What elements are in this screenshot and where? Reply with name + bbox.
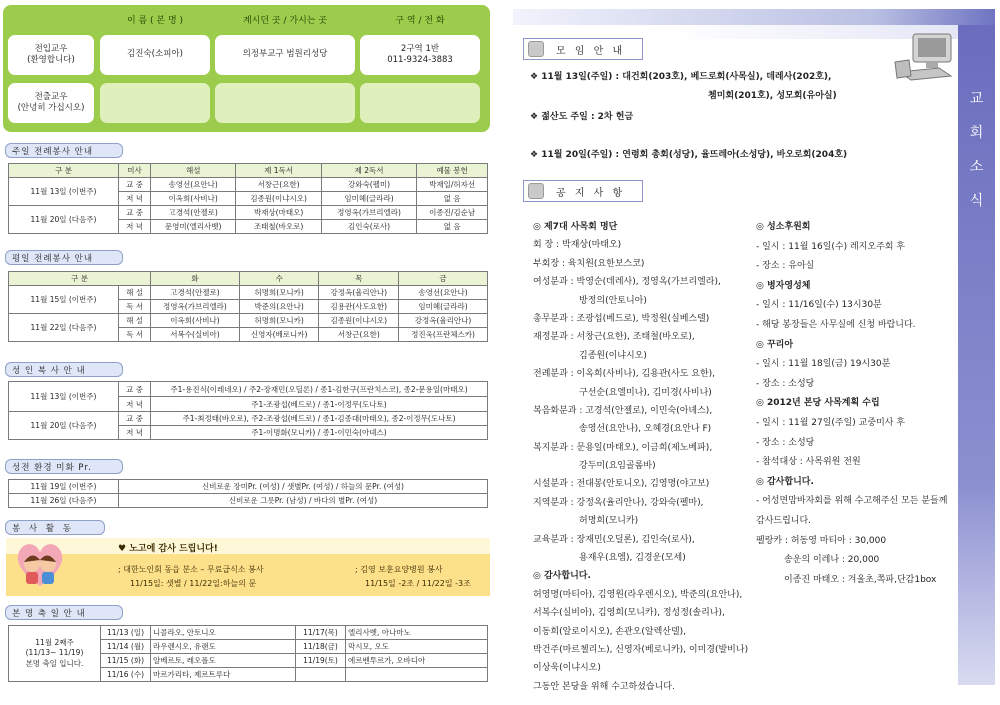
table-cell-date: 11월 19일 (이번주)	[9, 480, 119, 494]
notice-heading: ◎ 감사합니다.	[756, 476, 814, 487]
notice-line: - 일시 : 11월 16일(수) 레지오주회 후	[756, 241, 906, 252]
table-cell: 신영자(베로니카)	[239, 328, 319, 342]
table-cell	[296, 668, 346, 682]
notice-line: 김종원(이냐시오)	[579, 350, 647, 361]
table-cell-date: 11월 22일 (다음주)	[9, 314, 119, 342]
welcome-header-contact: 구 역 / 전 화	[395, 16, 445, 26]
notice-line: 서복수(실비아), 김영희(모니카), 정성정(솔리나),	[533, 608, 725, 619]
meeting-title: 모 임 안 내	[556, 45, 626, 57]
table-header: 구 분	[9, 272, 151, 286]
table-cell: 교 중	[119, 382, 151, 397]
header-gradient-band	[513, 25, 958, 39]
table-cell: 박재상(마태오)	[236, 206, 321, 220]
volunteer-thanks: ♥ 노고에 감사 드립니다!	[118, 544, 218, 554]
notice-header	[523, 180, 643, 202]
table-cell-date: 11월 13일 (이번주)	[9, 382, 119, 412]
notice-line: - 참석대상 : 사목위원 전원	[756, 457, 861, 468]
notice-heading: ◎ 제7대 사목회 명단	[533, 222, 618, 232]
table-header: 예물 봉헌	[417, 164, 488, 178]
notice-line: 구선순(요엘미나), 김미경(사비나)	[579, 387, 712, 398]
computer-icon	[893, 32, 955, 84]
table-cell: 임미혜(글라라)	[399, 300, 488, 314]
table-header: 화	[151, 272, 240, 286]
table-header: 구 분	[9, 164, 119, 178]
table-header: 목	[319, 272, 399, 286]
header-gradient-bar	[513, 9, 995, 25]
volunteer-left-detail: 11/15일: 샛별 / 11/22일:하늘의 문	[130, 579, 257, 588]
notice-line: 복음화분과 : 고경석(안젤로), 이민숙(아녜스),	[533, 405, 713, 416]
notice-line: 이상욱(이냐시오)	[533, 663, 601, 674]
table-cell: 라우렌시오, 유랜도	[151, 640, 296, 654]
notice-line: 펠랑카 : 허동영 마티아 : 30,000	[756, 535, 887, 546]
table-cell: 김종원(이냐시오)	[319, 314, 399, 328]
table-cell: 저 녁	[119, 220, 151, 234]
table-cell: 송영선(요안나)	[399, 286, 488, 300]
table-cell: 주1-이명화(모니카) / 종1-이민숙(아녜스)	[151, 426, 488, 440]
welcome-header-place: 계시던 곳 / 가시는 곳	[242, 16, 328, 26]
table-cell: 고경석(안젤로)	[151, 206, 236, 220]
table-cell: 허명희(모니카)	[239, 286, 319, 300]
notice-line: 그동안 본당을 위해 수고하셨습니다.	[533, 681, 675, 692]
notice-line: - 장소 : 유아실	[756, 261, 815, 272]
table-cell: 문영미(엘리사벳)	[151, 220, 236, 234]
side-title-char: 식	[969, 193, 984, 209]
notice-line: 전례분과 : 이옥희(사비나), 김용관(사도 요한),	[533, 369, 716, 380]
table-cell: 강정옥(율리안나)	[399, 314, 488, 328]
table-cell: 임미혜(글라라)	[321, 192, 416, 206]
table-cell: 독 서	[119, 328, 151, 342]
table-cell: 주1-조광섭(베드로) / 종1-이정무(도나토)	[151, 397, 488, 412]
notice-line: - 장소 : 소성당	[756, 437, 815, 448]
meeting-line: 쳄미회(201호), 성모회(유아실)	[708, 91, 837, 101]
table-cell-date: 11월 20일 (다음주)	[9, 206, 119, 234]
table-cell: 해 설	[119, 314, 151, 328]
side-title-char: 소	[969, 159, 984, 175]
table-cell: 저 녁	[119, 192, 151, 206]
welcome-row1-contact: 2구역 1반 011-9324-3883	[360, 35, 480, 75]
altar-server-table	[8, 381, 488, 440]
welcome-row1-place: 의정부교구 범원리성당	[215, 35, 355, 75]
table-cell: 주1-용진식(이레네오) / 주2-장재민(오딜론) / 종1-김한구(프란치스코), 종2-문용일(마태오)	[151, 382, 488, 397]
notice-line: 용재우(요엠), 김경운(모세)	[579, 553, 686, 564]
notice-line: 송운의 이레나 : 20,000	[784, 555, 880, 566]
notice-header-icon	[528, 183, 544, 199]
meeting-header-icon	[528, 41, 544, 57]
notice-heading: ◎ 성소후원회	[756, 222, 811, 232]
notice-heading: ◎ 꾸리아	[756, 339, 794, 350]
notice-line: 총무분과 : 조광섭(베드로), 박정원(실베스텔)	[533, 313, 710, 324]
table-cell: 교 중	[119, 178, 151, 192]
notice-line: - 해당 봉장들은 사무실에 신청 바랍니다.	[756, 319, 916, 330]
environment-section-title: 성전 환경 미화 Pr.	[5, 459, 123, 474]
notice-line: - 일시 : 11월 27일(주일) 교중미사 후	[756, 417, 906, 428]
notice-line: 교육분과 : 장재민(오딜론), 김인숙(로사),	[533, 534, 695, 545]
notice-line: 지역분과 : 강정옥(율리안나), 강와숙(펠마),	[533, 497, 704, 508]
welcome-header-name: 이 름 ( 본 명 )	[126, 16, 184, 26]
table-cell: 박재일/허자선	[417, 178, 488, 192]
table-cell: 11/19(토)	[296, 654, 346, 668]
meeting-line: ❖ 젊산도 주일 : 2차 헌금	[530, 112, 634, 122]
notice-line: 이동희(알로이시오), 손관오(알렉산델),	[533, 626, 687, 637]
table-cell-date: 11월 13일 (이번주)	[9, 178, 119, 206]
table-cell: 조태철(바오로)	[236, 220, 321, 234]
table-cell: 송영선(요안나)	[151, 178, 236, 192]
table-header: 미사	[119, 164, 151, 178]
table-cell: 이종진/김순남	[417, 206, 488, 220]
volunteer-section-title: 봉 사 활 동	[5, 520, 105, 535]
notice-right-column	[756, 222, 956, 594]
table-cell: 11/13 (일)	[101, 626, 151, 640]
table-cell: 11/18(금)	[296, 640, 346, 654]
notice-line: 이종진 마태오 : 겨울초,쪽파,단감1box	[784, 574, 937, 585]
notice-line: 재정분과 : 서창근(요한), 조태철(바오로),	[533, 332, 695, 343]
notice-heading: ◎ 병자영성체	[756, 280, 811, 291]
notice-line: 시설분과 : 전대봉(안토니오), 김영명(야고보)	[533, 479, 710, 490]
notice-line: - 장소 : 소성당	[756, 378, 815, 389]
table-header: 수	[239, 272, 319, 286]
table-cell: 신비로운 장미Pr. (여성) / 샛별Pr. (여성) / 하늘의 문Pr. (여성)	[119, 480, 488, 494]
meeting-line: ❖ 11월 13일(주일) : 대건회(203호), 베드로회(사목실), 데레사(202호),	[530, 72, 832, 82]
notice-line: 강두미(요임골롬바)	[579, 461, 656, 472]
table-cell: 독 서	[119, 300, 151, 314]
notice-line: 방정의(안토니아)	[579, 295, 647, 306]
notice-heading: ◎ 감사합니다.	[533, 571, 591, 582]
volunteer-illustration	[12, 536, 68, 594]
welcome-row2-label: 전출교우 (안녕히 가십시오)	[8, 83, 94, 123]
volunteer-left-title: ; 대한노인회 동읍 분소 – 무료급식소 봉사	[118, 565, 264, 574]
table-cell: 이옥희(사비나)	[151, 314, 240, 328]
welcome-row1-label: 전입교우 (환영합니다)	[8, 35, 94, 75]
notice-line: 박건주(마르첼리노), 신영자(베로니카), 이미경(발비나)	[533, 644, 749, 655]
table-cell: 정영옥(가브리엘라)	[151, 300, 240, 314]
notice-line: 회 장 : 박재상(마태오)	[533, 240, 622, 251]
meeting-line: ❖ 11월 20일(주일) : 연령회 총회(성당), 율뜨레아(소성당), 바오로회(204호)	[530, 150, 848, 160]
table-cell: 저 녁	[119, 426, 151, 440]
table-cell: 강와숙(펠미)	[321, 178, 416, 192]
table-cell: 고경석(안젤로)	[151, 286, 240, 300]
notice-line: 여성분과 : 박영순(데레사), 정영옥(가브리엘라),	[533, 277, 721, 288]
table-cell: 11/14 (월)	[101, 640, 151, 654]
table-header: 제 1독서	[236, 164, 321, 178]
table-header: 해설	[151, 164, 236, 178]
table-cell: 정진욱(프란체스카)	[399, 328, 488, 342]
table-header: 금	[399, 272, 488, 286]
table-cell	[346, 668, 488, 682]
welcome-row2-contact	[360, 83, 480, 123]
table-header: 제 2독서	[321, 164, 416, 178]
notice-line: - 일시 : 11/16일(수) 13시30분	[756, 300, 882, 311]
sunday-table	[8, 163, 488, 234]
table-cell: 김인숙(로사)	[321, 220, 416, 234]
table-cell: 서복수(실비아)	[151, 328, 240, 342]
table-cell: 강정옥(율리안나)	[319, 286, 399, 300]
feast-table	[8, 625, 488, 682]
table-cell: 교 중	[119, 206, 151, 220]
notice-left-column	[533, 222, 755, 700]
feast-label: 11월 2째주 (11/13~ 11/19) 본명 축일 입니다.	[9, 626, 101, 682]
environment-table	[8, 479, 488, 508]
table-cell: 11/15 (화)	[101, 654, 151, 668]
table-cell: 에르벤투르가, 오바디아	[346, 654, 488, 668]
table-cell: 주1-최정태(바오로), 주2-조광섭(베드로) / 종1-김종대(마태오), 종2-이정무(도나토)	[151, 412, 488, 426]
table-cell: 11/17(목)	[296, 626, 346, 640]
volunteer-right-title: ; 김영 보훈요양병원 봉사	[355, 565, 443, 574]
table-cell: 교 중	[119, 412, 151, 426]
table-cell-date: 11월 20일 (다음주)	[9, 412, 119, 440]
table-cell: 정영옥(가브리엘라)	[321, 206, 416, 220]
table-cell: 신비로운 그릇Pr. (남성) / 바다의 별Pr. (여성)	[119, 494, 488, 508]
volunteer-right-detail: 11/15일 -2조 / 11/22일 -3조	[365, 579, 471, 588]
table-cell: 엘리사벳, 아나마노	[346, 626, 488, 640]
sunday-section-title: 주일 전례봉사 안내	[5, 143, 123, 158]
side-title-char: 회	[969, 125, 984, 141]
weekday-table	[8, 271, 488, 342]
table-cell: 이옥희(사비나)	[151, 192, 236, 206]
altar-server-section-title: 성 인 복 사 안 내	[5, 362, 123, 377]
table-cell: 김종원(이냐시오)	[236, 192, 321, 206]
table-cell: 허명희(모니카)	[239, 314, 319, 328]
feast-section-title: 본 명 축 일 안 내	[5, 605, 123, 620]
notice-line: - 일시 : 11월 18일(금) 19시30분	[756, 359, 891, 370]
table-cell: 서창근(요한)	[319, 328, 399, 342]
table-cell: 김용관(사도요한)	[319, 300, 399, 314]
weekday-section-title: 평일 전례봉사 안내	[5, 250, 123, 265]
table-cell: 마르가리타, 제르트루다	[151, 668, 296, 682]
welcome-row2-name	[100, 83, 210, 123]
notice-line: - 어성면맘바자회를 위해 수고해주신 모든 분들께	[756, 496, 948, 507]
notice-title: 공 지 사 항	[556, 187, 626, 199]
notice-line: 송영선(요안나), 오혜경(요안나 F)	[579, 424, 712, 435]
table-cell: 11/16 (수)	[101, 668, 151, 682]
notice-line: 부회장 : 육치원(요한보스코)	[533, 258, 645, 269]
notice-line: 허명희(모니카)	[579, 516, 639, 527]
table-cell-date: 11월 15일 (이번주)	[9, 286, 119, 314]
table-cell-date: 11월 26일 (다음주)	[9, 494, 119, 508]
table-cell: 서창근(요한)	[236, 178, 321, 192]
welcome-row2-place	[215, 83, 355, 123]
welcome-row1-name: 김진숙(소피아)	[100, 35, 210, 75]
notice-line: 허영명(마티아), 김영원(라우렌시오), 박준의(요안나),	[533, 589, 743, 600]
table-cell: 니콜라오, 안토니오	[151, 626, 296, 640]
table-cell: 해 설	[119, 286, 151, 300]
table-cell: 막시모, 오도	[346, 640, 488, 654]
side-title-char: 교	[969, 91, 984, 107]
table-cell: 없 음	[417, 192, 488, 206]
volunteer-banner	[6, 538, 490, 554]
notice-line: 복지분과 : 문용일(마태오), 이금희(제노베파),	[533, 442, 713, 453]
meeting-header	[523, 38, 643, 60]
table-cell: 없 음	[417, 220, 488, 234]
table-cell: 박준의(요안나)	[239, 300, 319, 314]
notice-heading: ◎ 2012년 본당 사목계획 수립	[756, 398, 880, 409]
table-cell: 알베르토, 레오폴도	[151, 654, 296, 668]
notice-line: 감사드립니다.	[756, 515, 812, 526]
table-cell: 저 녁	[119, 397, 151, 412]
